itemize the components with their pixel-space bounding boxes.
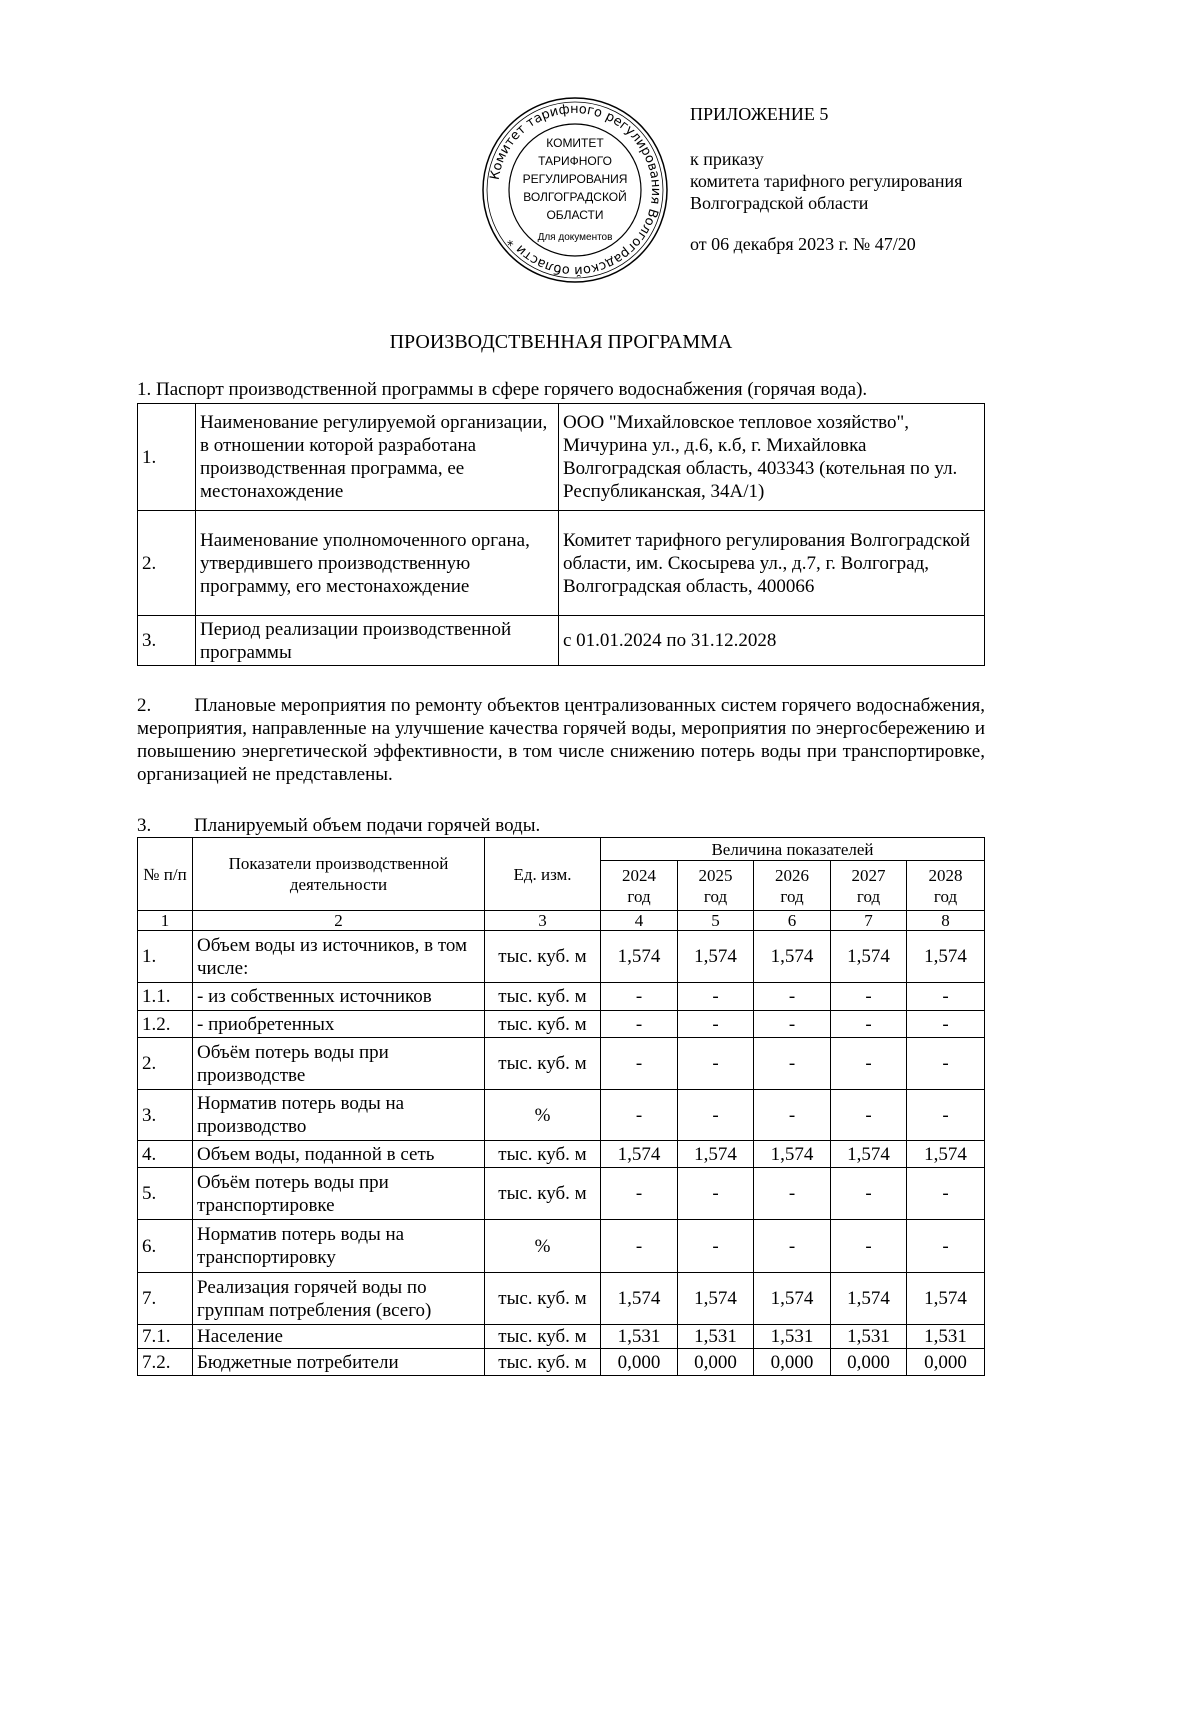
row-value: -	[831, 1011, 907, 1038]
column-number: 1	[138, 911, 193, 931]
row-value: 1,574	[754, 1273, 831, 1325]
row-value: -	[907, 1038, 985, 1090]
row-unit: тыс. куб. м	[485, 1273, 601, 1325]
row-value: 0,000	[907, 1349, 985, 1376]
row-value: 1,574	[601, 931, 678, 983]
section1-heading: 1. Паспорт производственной программы в сфере горячего водоснабжения (горячая вода).	[137, 379, 868, 400]
row-indicator: Бюджетные потребители	[193, 1349, 485, 1376]
row-value: -	[907, 1220, 985, 1273]
row-indicator: - из собственных источников	[193, 983, 485, 1011]
row-indicator: Объём потерь воды при производстве	[193, 1038, 485, 1090]
section3-heading: 3. Планируемый объем подачи горячей воды.	[137, 815, 541, 836]
row-value: -	[678, 983, 754, 1011]
row-value: -	[601, 1038, 678, 1090]
row-value: -	[754, 1011, 831, 1038]
row-indicator: Объем воды, поданной в сеть	[193, 1141, 485, 1168]
row-number: 7.2.	[138, 1349, 193, 1376]
row-value: с 01.01.2024 по 31.12.2028	[559, 616, 985, 666]
row-value: 1,574	[678, 931, 754, 983]
year-header: 2028 год	[907, 861, 985, 911]
row-value: -	[601, 1090, 678, 1141]
row-number: 2.	[138, 511, 196, 616]
row-number: 3.	[138, 616, 196, 666]
row-value: 0,000	[831, 1349, 907, 1376]
table-row	[138, 404, 985, 511]
row-value: 1,574	[907, 1273, 985, 1325]
row-value: -	[907, 1168, 985, 1220]
row-value: -	[678, 1011, 754, 1038]
row-value: -	[754, 1038, 831, 1090]
column-number: 4	[601, 911, 678, 931]
row-value: 1,574	[831, 1141, 907, 1168]
row-indicator: Норматив потерь воды на транспортировку	[193, 1220, 485, 1273]
col-header-indicator: Показатели производственной деятельности	[193, 838, 485, 911]
row-value: -	[831, 1090, 907, 1141]
row-number: 1.	[138, 404, 196, 511]
row-value: ООО "Михайловское тепловое хозяйство", Мичурина ул., д.6, к.б, г. Михайловка Волгоградская область, 403343 (котельная по ул. Республиканская, 34А/1)	[559, 404, 985, 511]
row-unit: %	[485, 1220, 601, 1273]
official-stamp	[480, 95, 670, 285]
row-indicator: Норматив потерь воды на производство	[193, 1090, 485, 1141]
row-unit: тыс. куб. м	[485, 1038, 601, 1090]
row-indicator: - приобретенных	[193, 1011, 485, 1038]
year-header: 2026 год	[754, 861, 831, 911]
page-title: ПРОИЗВОДСТВЕННАЯ ПРОГРАММА	[389, 331, 733, 353]
row-value: -	[754, 1168, 831, 1220]
column-number: 2	[193, 911, 485, 931]
row-number: 1.	[138, 931, 193, 983]
row-indicator: Объем воды из источников, в том числе:	[193, 931, 485, 983]
row-value: 0,000	[678, 1349, 754, 1376]
svg-text:ОБЛАСТИ: ОБЛАСТИ	[546, 208, 604, 222]
row-value: 1,574	[907, 931, 985, 983]
row-number: 4.	[138, 1141, 193, 1168]
svg-text:РЕГУЛИРОВАНИЯ: РЕГУЛИРОВАНИЯ	[522, 172, 628, 186]
row-unit: %	[485, 1090, 601, 1141]
row-value: 1,574	[754, 1141, 831, 1168]
row-value: -	[831, 1168, 907, 1220]
svg-text:КОМИТЕТ: КОМИТЕТ	[546, 136, 604, 150]
row-value: -	[678, 1220, 754, 1273]
svg-text:ВОЛГОГРАДСКОЙ: ВОЛГОГРАДСКОЙ	[523, 190, 627, 204]
order-date: от 06 декабря 2023 г. № 47/20	[690, 234, 916, 254]
row-value: 1,574	[601, 1141, 678, 1168]
row-unit: тыс. куб. м	[485, 1011, 601, 1038]
col-header-unit: Ед. изм.	[485, 838, 601, 911]
order-ref-committee: комитета тарифного регулирования	[690, 171, 963, 191]
row-unit: тыс. куб. м	[485, 983, 601, 1011]
table-row	[138, 1168, 985, 1220]
svg-text:Для документов: Для документов	[537, 232, 613, 243]
row-value: -	[831, 1038, 907, 1090]
svg-text:ТАРИФНОГО: ТАРИФНОГО	[538, 154, 612, 168]
column-number: 8	[907, 911, 985, 931]
table-row	[138, 1090, 985, 1141]
table-row	[138, 1011, 985, 1038]
water-volume-table	[137, 837, 985, 1376]
col-header-no: № п/п	[138, 838, 193, 911]
table-row	[138, 1141, 985, 1168]
row-value: 1,574	[907, 1141, 985, 1168]
svg-text:Комитет тарифного регулировани: Комитет тарифного регулирования Волгоградской области *	[487, 101, 664, 279]
order-ref-line: к приказу	[690, 149, 764, 169]
row-value: 1,574	[678, 1273, 754, 1325]
row-indicator: Реализация горячей воды по группам потребления (всего)	[193, 1273, 485, 1325]
row-label: Период реализации производственной программы	[196, 616, 559, 666]
row-value: -	[678, 1168, 754, 1220]
column-number: 5	[678, 911, 754, 931]
row-value: -	[907, 983, 985, 1011]
row-label: Наименование уполномоченного органа, утвердившего производственную программу, его местонахождение	[196, 511, 559, 616]
appendix-label: ПРИЛОЖЕНИЕ 5	[690, 104, 829, 124]
row-number: 3.	[138, 1090, 193, 1141]
table-row	[138, 511, 985, 616]
row-value: 1,531	[601, 1325, 678, 1349]
row-number: 5.	[138, 1168, 193, 1220]
table-row	[138, 1220, 985, 1273]
row-label: Наименование регулируемой организации, в отношении которой разработана производственная программа, ее местонахождение	[196, 404, 559, 511]
row-value: 1,574	[601, 1273, 678, 1325]
row-number: 7.	[138, 1273, 193, 1325]
row-value: 0,000	[601, 1349, 678, 1376]
row-value: -	[678, 1038, 754, 1090]
row-value: 1,531	[831, 1325, 907, 1349]
row-value: -	[907, 1090, 985, 1141]
row-value: -	[831, 1220, 907, 1273]
row-unit: тыс. куб. м	[485, 931, 601, 983]
row-value: -	[754, 983, 831, 1011]
document-header	[0, 0, 1200, 300]
table-row	[138, 931, 985, 983]
column-number: 7	[831, 911, 907, 931]
row-unit: тыс. куб. м	[485, 1349, 601, 1376]
year-header: 2027 год	[831, 861, 907, 911]
column-number: 6	[754, 911, 831, 931]
year-header: 2025 год	[678, 861, 754, 911]
row-value: -	[754, 1090, 831, 1141]
row-value: -	[601, 983, 678, 1011]
row-number: 6.	[138, 1220, 193, 1273]
row-value: 1,574	[754, 931, 831, 983]
table-row	[138, 1349, 985, 1376]
row-unit: тыс. куб. м	[485, 1168, 601, 1220]
row-number: 2.	[138, 1038, 193, 1090]
section2-text: 2. Плановые мероприятия по ремонту объектов централизованных систем горячего водоснабжения, мероприятия, направленные на улучшение качества горячей воды, мероприятия по энергосбережению и повышению энергетической эффективности, в том числе снижению потерь воды при транспортировке, организацией не представлены.	[137, 695, 985, 785]
row-value: Комитет тарифного регулирования Волгоградской области, им. Скосырева ул., д.7, г. Волгоград, Волгоградская область, 400066	[559, 511, 985, 616]
row-value: -	[678, 1090, 754, 1141]
row-value: -	[601, 1220, 678, 1273]
row-value: 1,574	[831, 931, 907, 983]
row-value: -	[907, 1011, 985, 1038]
row-value: 0,000	[754, 1349, 831, 1376]
table-row	[138, 1273, 985, 1325]
col-header-values: Величина показателей	[601, 838, 985, 861]
row-value: 1,531	[907, 1325, 985, 1349]
row-indicator: Население	[193, 1325, 485, 1349]
row-unit: тыс. куб. м	[485, 1325, 601, 1349]
row-value: -	[831, 983, 907, 1011]
table-row	[138, 1038, 985, 1090]
row-indicator: Объём потерь воды при транспортировке	[193, 1168, 485, 1220]
row-number: 1.2.	[138, 1011, 193, 1038]
table-row	[138, 616, 985, 666]
row-number: 7.1.	[138, 1325, 193, 1349]
row-value: 1,531	[678, 1325, 754, 1349]
row-value: -	[601, 1011, 678, 1038]
row-value: -	[754, 1220, 831, 1273]
row-value: 1,574	[831, 1273, 907, 1325]
row-number: 1.1.	[138, 983, 193, 1011]
year-header: 2024 год	[601, 861, 678, 911]
row-value: 1,574	[678, 1141, 754, 1168]
column-number: 3	[485, 911, 601, 931]
row-value: -	[601, 1168, 678, 1220]
row-value: 1,531	[754, 1325, 831, 1349]
passport-table	[137, 403, 985, 666]
order-ref-region: Волгоградской области	[690, 193, 869, 213]
row-unit: тыс. куб. м	[485, 1141, 601, 1168]
table-row	[138, 983, 985, 1011]
table-row	[138, 1325, 985, 1349]
